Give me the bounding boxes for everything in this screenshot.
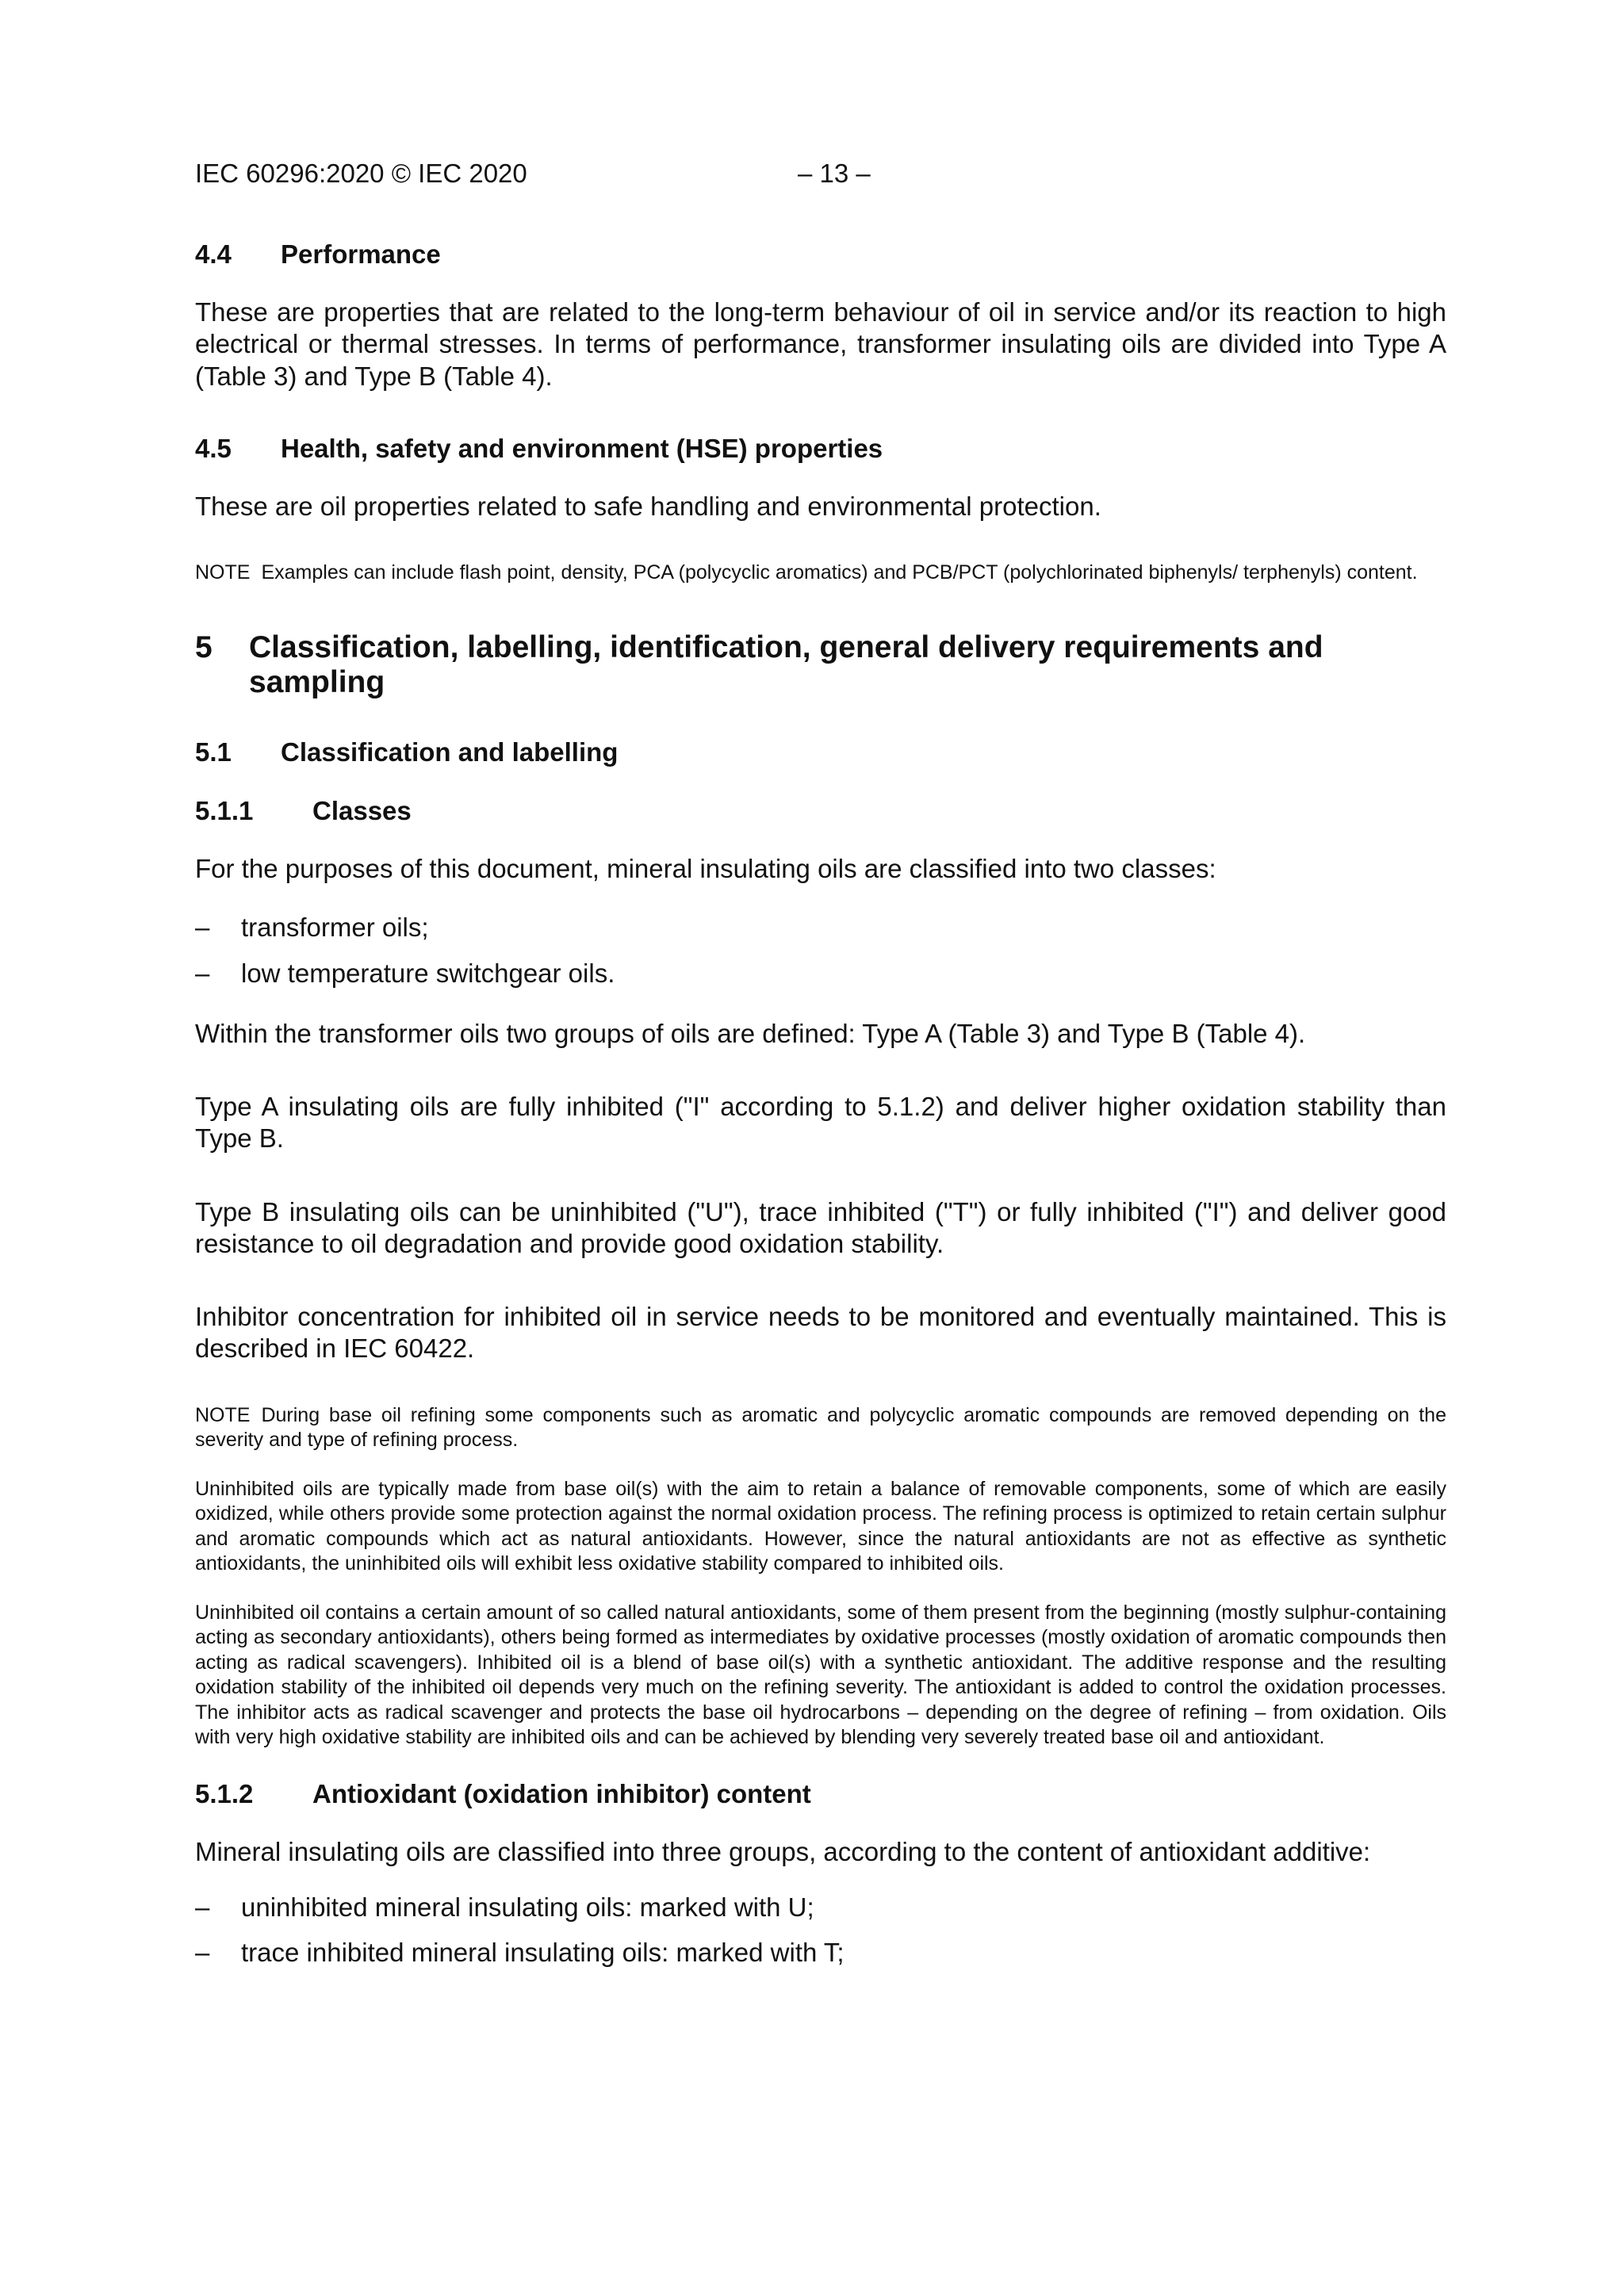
list-dash: – (195, 1938, 210, 1968)
section-5-1-heading (195, 737, 1446, 767)
section-title: Classification, labelling, identification, general delivery requirements and sampling (249, 629, 1323, 700)
list-item-text: trace inhibited mineral insulating oils: marked with T; (241, 1938, 845, 1968)
section-5-1-1-heading (195, 796, 1446, 826)
section-5-heading (195, 630, 1446, 702)
page-header (195, 151, 1446, 198)
list-dash: – (195, 913, 210, 943)
list-item-text: low temperature switchgear oils. (241, 958, 615, 988)
section-title: Classification and labelling (281, 737, 619, 767)
list-item-text: transformer oils; (241, 913, 429, 943)
list-item (195, 958, 1446, 989)
section-title: Antioxidant (oxidation inhibitor) content (312, 1778, 811, 1808)
section-5-1-1-paragraph-2: Type A insulating oils are fully inhibited ("I" according to 5.1.2) and deliver higher oxidation stability than Type B. (195, 1092, 1446, 1154)
list-item (195, 1937, 1446, 1969)
note-text: During base oil refining some components such as aromatic and polycyclic aromatic compounds are removed depending on the severity and type of refining process. (195, 1403, 1446, 1452)
section-title: Performance (281, 239, 441, 269)
section-4-5-note (195, 561, 1446, 586)
section-5-1-1-note-2: Uninhibited oils are typically made from base oil(s) with the aim to retain a balance of removable components, some of which are easily oxidized, while others provide some protection against the normal oxidation process. The refining process is optimized to retain certain sulphur and aromatic compounds which act as natural antioxidants. However, since the natural antioxidants are not as effective as synthetic antioxidants, the uninhibited oils will exhibit less oxidative stability compared to inhibited oils. (195, 1477, 1446, 1575)
page-content (195, 151, 1446, 1982)
section-title: Classes (312, 796, 412, 826)
section-5-1-1-intro: For the purposes of this document, mineral insulating oils are classified into two classes: (195, 854, 1216, 884)
section-number: 5.1.2 (195, 1778, 254, 1808)
section-5-1-2-heading (195, 1779, 1446, 1809)
section-5-1-1-paragraph-4: Inhibitor concentration for inhibited oil in service needs to be monitored and eventually maintained. This is described in IEC 60422. (195, 1302, 1446, 1364)
section-5-1-1-paragraph-1: Within the transformer oils two groups of oils are defined: Type A (Table 3) and Type B (Table 4). (195, 1018, 1306, 1048)
section-5-1-1-note-1 (195, 1403, 1446, 1453)
section-number: 5 (195, 629, 213, 664)
note-label: NOTE (195, 1403, 251, 1426)
section-5-1-1-note-3: Uninhibited oil contains a certain amount of so called natural antioxidants, some of them present from the beginning (mostly sulphur-containing acting as secondary antioxidants), others being formed as intermediates by oxidative processes (mostly oxidation of aromatic compounds then acting as radical scavengers). Inhibited oil is a blend of base oil(s) with a synthetic antioxidant. The additive response and the resulting oxidation stability of the inhibited oil depends very much on the refining severity. The antioxidant is added to control the oxidation processes. The inhibitor acts as radical scavenger and protects the base oil hydrocarbons – depending on the degree of refining – from oxidation. Oils with very high oxidative stability are inhibited oils and can be achieved by blending very severely treated base oil and antioxidant. (195, 1601, 1446, 1749)
section-5-1-2-intro: Mineral insulating oils are classified into three groups, according to the content of antioxidant additive: (195, 1836, 1371, 1866)
section-number: 5.1 (195, 737, 232, 767)
section-4-4-paragraph: These are properties that are related to the long-term behaviour of oil in service and/or its reaction to high electrical or thermal stresses. In terms of performance, transformer insulating oils are divided into Type A (Table 3) and Type B (Table 4). (195, 297, 1446, 391)
list-item-text: uninhibited mineral insulating oils: marked with U; (241, 1892, 814, 1922)
antioxidant-groups-list (195, 1892, 1446, 1969)
section-number: 4.5 (195, 433, 232, 463)
classes-list (195, 912, 1446, 989)
section-5-1-1-paragraph-3: Type B insulating oils can be uninhibited ("U"), trace inhibited ("T") or fully inhibited ("I") and deliver good resistance to oil degradation and provide good oxidation stability. (195, 1196, 1446, 1258)
note-label: NOTE (195, 561, 251, 584)
section-4-4-heading (195, 239, 1446, 270)
section-title: Health, safety and environment (HSE) properties (281, 433, 883, 463)
section-4-5-paragraph: These are oil properties related to safe handling and environmental protection. (195, 491, 1101, 521)
list-item (195, 1892, 1446, 1923)
note-text: Examples can include flash point, density, PCA (polycyclic aromatics) and PCB/PCT (polychlorinated biphenyls/ terphenyls) content. (261, 561, 1418, 584)
section-number: 4.4 (195, 239, 232, 269)
section-4-5-heading (195, 434, 1446, 464)
document-id: IEC 60296:2020 © IEC 2020 (195, 159, 527, 188)
page-number: – 13 – (798, 159, 871, 188)
list-item (195, 912, 1446, 943)
section-number: 5.1.1 (195, 796, 254, 826)
list-dash: – (195, 1892, 210, 1922)
list-dash: – (195, 958, 210, 988)
